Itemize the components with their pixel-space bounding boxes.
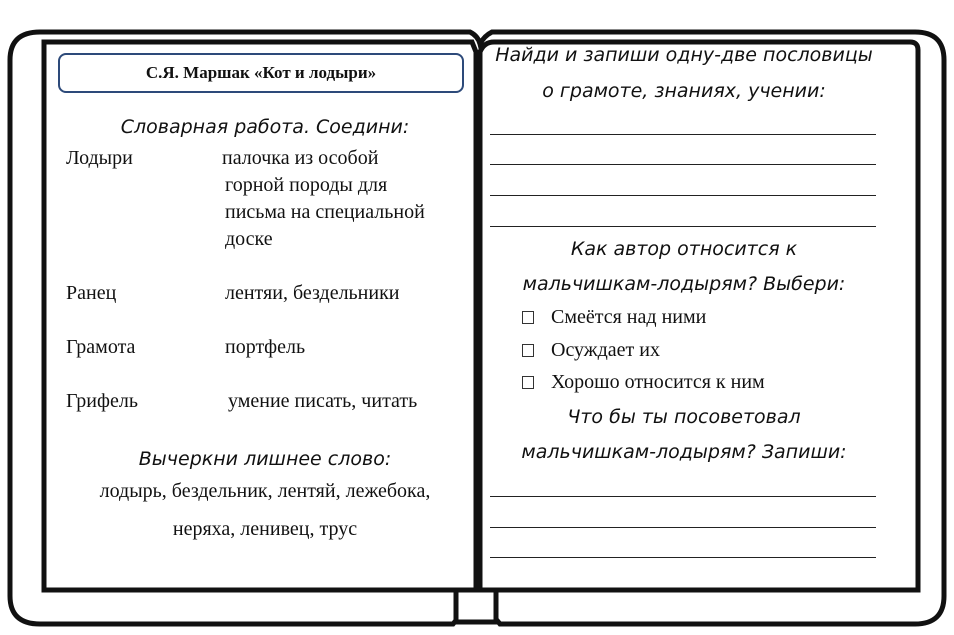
option-checkbox[interactable]: [522, 376, 534, 389]
odd-word-heading: Вычеркни лишнее слово:: [138, 448, 392, 470]
proverbs-heading-line-2: о грамоте, знаниях, учении:: [542, 80, 826, 102]
attitude-heading-line-1: Как автор относится к: [570, 238, 798, 260]
option-label: Осуждает их: [551, 339, 660, 361]
answer-line[interactable]: [490, 527, 876, 528]
answer-line[interactable]: [490, 164, 876, 165]
vocab-word-3: Грамота: [66, 336, 136, 358]
vocab-heading: Словарная работа. Соедини:: [120, 116, 410, 138]
option-label: Хорошо относится к ним: [551, 371, 765, 393]
advice-heading-line-2: мальчишкам-лодырям? Запиши:: [521, 441, 847, 463]
vocab-word-2: Ранец: [66, 282, 117, 304]
proverbs-heading-line-1: Найди и запиши одну-две пословицы: [495, 44, 873, 66]
definition-line: горной породы для: [225, 174, 388, 196]
definition-line: доске: [225, 228, 273, 250]
odd-word-line-1: лодырь, бездельник, лентяй, лежебока,: [99, 480, 431, 502]
advice-heading-line-1: Что бы ты посоветовал: [567, 406, 801, 428]
answer-line[interactable]: [490, 195, 876, 196]
answer-line[interactable]: [490, 226, 876, 227]
definition-line: письма на специальной: [225, 201, 425, 223]
odd-word-line-2: неряха, ленивец, трус: [172, 518, 358, 540]
attitude-heading-line-2: мальчишкам-лодырям? Выбери:: [522, 273, 846, 295]
vocab-definition-1: [222, 145, 425, 253]
vocab-definition-2: лентяи, бездельники: [225, 282, 400, 304]
vocab-word-4: Грифель: [66, 390, 138, 412]
vocab-definition-4: умение писать, читать: [228, 390, 418, 412]
answer-line[interactable]: [490, 496, 876, 497]
answer-line[interactable]: [490, 134, 876, 135]
option-checkbox[interactable]: [522, 311, 534, 324]
page-title: С.Я. Маршак «Кот и лодыри»: [58, 53, 464, 93]
answer-line[interactable]: [490, 557, 876, 558]
definition-line: палочка из особой: [222, 147, 379, 169]
option-checkbox[interactable]: [522, 344, 534, 357]
vocab-word-1: Лодыри: [66, 147, 133, 169]
option-label: Смеётся над ними: [551, 306, 707, 328]
vocab-definition-3: портфель: [225, 336, 306, 358]
